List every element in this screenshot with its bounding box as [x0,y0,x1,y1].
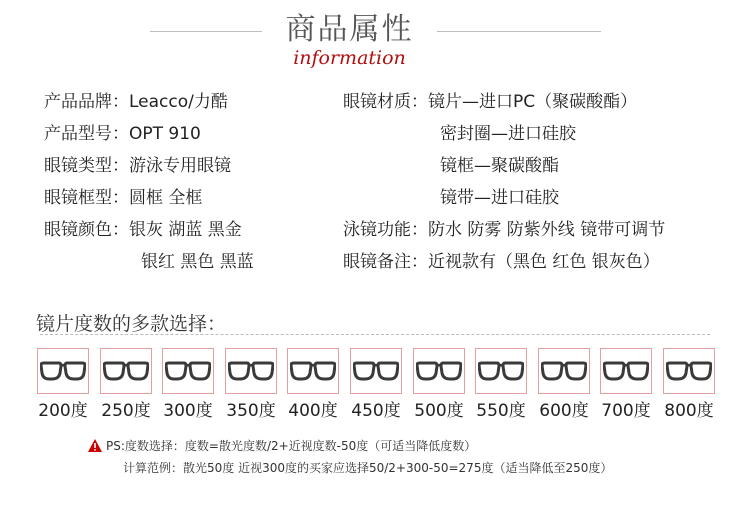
diopter-option-label: 600度 [539,401,589,421]
glasses-icon [416,361,462,381]
spec-row [141,250,254,274]
spec-value: 镜框—聚碳酸酯 [440,156,559,176]
glasses-icon [603,361,649,381]
spec-row [343,250,660,274]
glasses-icon [103,361,149,381]
spec-value: 密封圈—进口硅胶 [440,124,576,144]
spec-row [44,218,242,242]
diopter-option-label: 300度 [163,401,213,421]
glasses-icon [478,361,524,381]
diopter-option-label: 700度 [601,401,651,421]
diopter-option-label: 450度 [351,401,401,421]
diopter-option-label: 200度 [38,401,88,421]
spec-value: 镜片—进口PC（聚碳酸酯） [428,92,638,112]
diopter-option-card[interactable] [100,348,152,394]
spec-row [343,90,637,114]
diopter-option-label: 500度 [414,401,464,421]
diopter-option-card[interactable] [162,348,214,394]
glasses-icon [541,361,587,381]
diopter-option-card[interactable] [600,348,652,394]
spec-value: Leacco/力酷 [129,92,228,112]
spec-row [44,154,231,178]
spec-label: 泳镜功能： [343,220,428,240]
diopter-section-title: 镜片度数的多款选择： [36,313,227,335]
spec-label: 眼镜备注： [343,252,428,272]
diopter-option-card[interactable] [663,348,715,394]
diopter-option-card[interactable] [225,348,277,394]
spec-label: 眼镜框型： [44,188,129,208]
spec-row [440,122,576,146]
glasses-icon [666,361,712,381]
spec-label: 眼镜颜色： [44,220,129,240]
spec-label: 产品型号： [44,124,129,144]
spec-value: 近视款有（黑色 红色 银灰色） [428,252,660,272]
diopter-option-label: 550度 [476,401,526,421]
section-subtitle: information [293,47,406,69]
spec-value: 游泳专用眼镜 [129,156,231,176]
spec-row [44,186,202,210]
glasses-icon [228,361,274,381]
spec-label: 眼镜类型： [44,156,129,176]
section-header [0,0,750,80]
formula-note: PS:度数选择：度数=散光度数/2+近视度数-50度（可适当降低度数） [106,439,477,453]
diopter-option-label: 800度 [664,401,714,421]
diopter-options [37,348,717,428]
diopter-option-card[interactable] [350,348,402,394]
spec-value: 镜带—进口硅胶 [440,188,559,208]
spec-value: 银红 黑色 黑蓝 [141,252,254,272]
spec-row [44,90,228,114]
spec-label: 产品品牌： [44,92,129,112]
spec-row [440,186,559,210]
diopter-option-label: 250度 [101,401,151,421]
spec-row [343,218,665,242]
diopter-option-label: 400度 [288,401,338,421]
glasses-icon [353,361,399,381]
spec-value: 圆框 全框 [129,188,203,208]
spec-value: 银灰 湖蓝 黑金 [129,220,242,240]
diopter-option-card[interactable] [287,348,339,394]
spec-row [44,122,201,146]
diopter-option-card[interactable] [475,348,527,394]
header-divider-left [150,31,262,32]
spec-value: OPT 910 [129,124,201,144]
glasses-icon [40,361,86,381]
spec-value: 防水 防雾 防紫外线 镜带可调节 [428,220,666,240]
diopter-option-card[interactable] [413,348,465,394]
spec-label: 眼镜材质： [343,92,428,112]
example-note: 计算范例：散光50度 近视300度的买家应选择50/2+300-50=275度（适当降低至250度） [123,461,613,475]
diopter-option-card[interactable] [538,348,590,394]
header-divider-right [437,31,601,32]
spec-row [440,154,559,178]
warning-icon [88,439,102,452]
glasses-icon [290,361,336,381]
section-dashed-divider [40,334,710,335]
glasses-icon [165,361,211,381]
section-title-main: 商品属性 [285,12,414,47]
diopter-option-card[interactable] [37,348,89,394]
diopter-option-label: 350度 [226,401,276,421]
